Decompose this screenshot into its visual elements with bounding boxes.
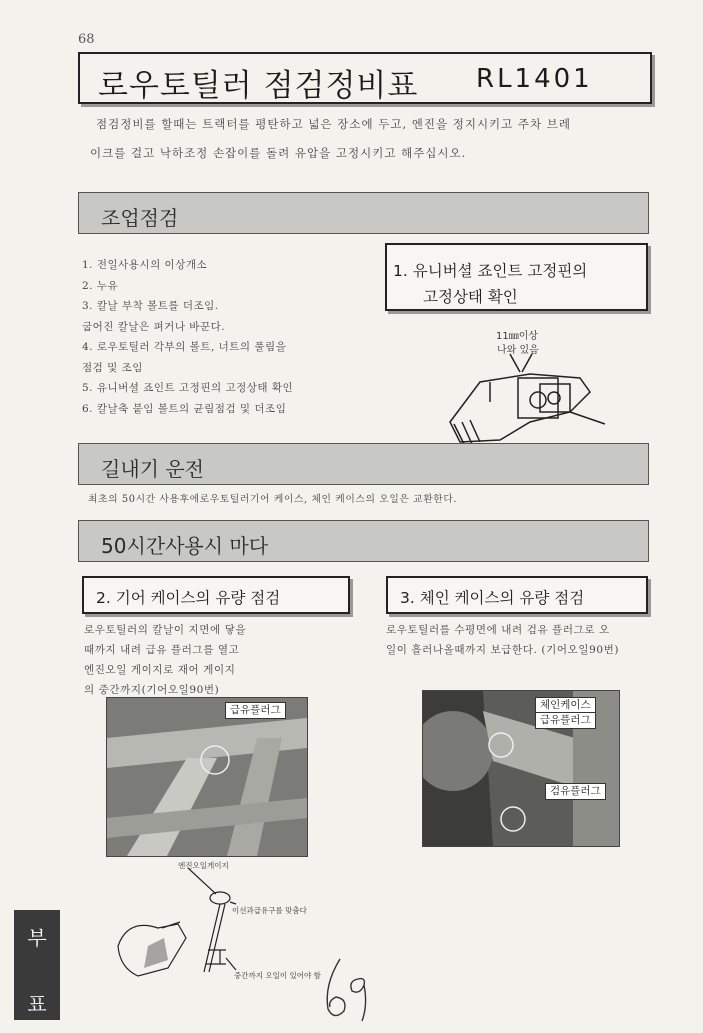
intro-line-2: 이크를 걸고 낙하조정 손잡이를 돌려 유압을 고정시키고 해주십시오. — [90, 146, 467, 160]
list-item: 굽어진 칼날은 펴거나 바꾼다. — [82, 320, 226, 333]
list-item: 점검 및 조임 — [82, 361, 143, 374]
side-tab-top-char: 부 — [27, 926, 47, 950]
photo3-label-fill-plug: 급유플러그 — [535, 712, 596, 729]
model-number: RL1401 — [476, 64, 593, 94]
chain-case-text-line: 로우토틸러를 수평면에 내려 검유 플러그로 오 — [386, 624, 610, 636]
gear-case-title: 2. 기어 케이스의 유량 점검 — [96, 589, 281, 607]
gear-case-text-line: 로우토틸러의 칼날이 지면에 닿을 — [84, 624, 247, 636]
photo3-label-check-plug: 검유플러그 — [545, 783, 606, 800]
operation-check-list — [82, 255, 382, 419]
page-number: 68 — [78, 32, 95, 47]
section-every-50h — [78, 520, 649, 562]
universal-joint-diagram — [440, 352, 610, 452]
list-item: 6. 칼날축 붙임 볼트의 균림점검 및 더조임 — [82, 402, 287, 415]
gauge-label-bot: 중간까지 오일이 있어야 함 — [234, 971, 321, 980]
list-item: 5. 유니버셜 죠인트 고정핀의 고정상태 확인 — [82, 382, 294, 394]
section-break-in — [78, 443, 649, 485]
gear-case-text-line: 엔진오일 게이지로 재어 게이지 — [84, 664, 236, 676]
break-in-text: 최초의 50시간 사용후에로우토틸러기어 케이스, 체인 케이스의 오일은 교환한다. — [88, 494, 458, 505]
chain-case-text — [386, 620, 676, 660]
appendix-side-tab — [14, 910, 60, 1020]
gear-case-photo-art — [107, 698, 307, 856]
list-item: 4. 로우토틸러 각부의 볼트, 너트의 풀림을 — [82, 341, 287, 353]
universal-joint-box — [385, 243, 648, 311]
title-box — [78, 52, 652, 104]
joint-label-line2: 나와 있음 — [497, 345, 539, 356]
photo2-label: 급유플러그 — [225, 702, 286, 719]
section-every-50h-label: 50시간사용시 마다 — [101, 534, 269, 558]
chain-case-box — [386, 576, 648, 614]
chain-case-text-line: 일이 흘러나올때까지 보급한다. (기어오일90번) — [386, 644, 620, 656]
oil-gauge-diagram — [108, 868, 338, 988]
side-tab-bottom-char: 표 — [27, 992, 47, 1016]
handwritten-page-number — [318, 955, 378, 1025]
chain-case-title: 3. 체인 케이스의 유량 점검 — [400, 589, 585, 607]
gear-case-text — [84, 620, 354, 700]
list-item: 3. 칼날 부착 볼트를 더조임. — [82, 300, 219, 312]
universal-joint-title-line2: 고정상태 확인 — [423, 288, 518, 306]
list-item: 1. 전일사용시의 이상개소 — [82, 259, 208, 271]
section-operation-check — [78, 192, 649, 234]
universal-joint-title-line1: 1. 유니버셜 죠인트 고정핀의 — [393, 262, 588, 280]
intro-line-1: 점검정비를 할때는 트랙터를 평탄하고 넓은 장소에 두고, 엔진을 정지시키고 주차 브레 — [96, 117, 572, 131]
section-break-in-label: 길내기 운전 — [101, 457, 204, 481]
gear-case-text-line: 때까지 내려 급유 플러그를 열고 — [84, 644, 240, 656]
gauge-label-mid: 이선과급유구를 맞춤다 — [232, 906, 307, 915]
gear-case-photo — [106, 697, 308, 857]
chain-case-photo — [422, 690, 620, 847]
list-item: 2. 누유 — [82, 279, 119, 292]
gear-case-text-line: 의 중간까지(기어오일90번) — [84, 684, 220, 696]
photo3-label-chain-case: 체인케이스 — [535, 697, 596, 714]
joint-label-line1: 11㎜이상 — [496, 331, 539, 342]
page-title: 로우토틸러 점검정비표 — [98, 68, 419, 104]
section-operation-check-label: 조업점검 — [101, 206, 179, 230]
gauge-label-top: 엔진오일게이지 — [178, 861, 229, 870]
gear-case-box — [82, 576, 350, 614]
